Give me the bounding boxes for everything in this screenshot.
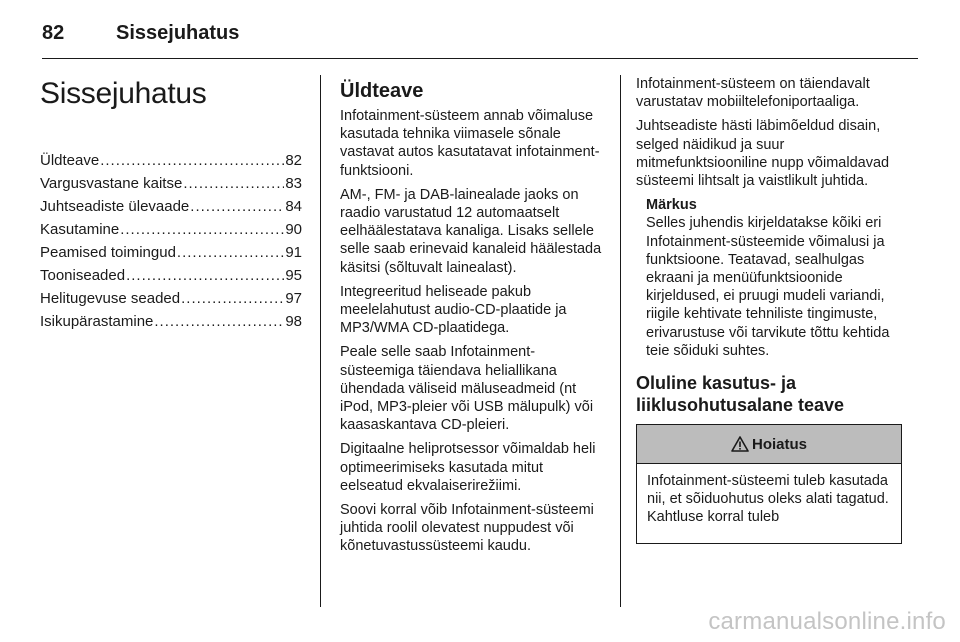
toc-entry-label: Peamised toimingud [40,244,176,261]
column-toc [40,75,302,333]
paragraph: Infotainment-süsteem on täiendavalt varustatav mobiiltelefoniportaaliga. [636,76,870,111]
toc-entry-page: 95 [285,267,302,284]
toc-entry[interactable] [40,195,302,218]
note-text: Selles juhendis kirjeldatakse kõiki eri Infotainment-süsteemide võimalusi ja funktsioone. Teatavad, sealhulgas ekraani ja menüüfunktsioonide kirjeldused, ei pruugi mudeli variandi, riigile kehtivate tehniliste tingimuste, erivarustuse või tarvikute tõttu kehtida teie sõiduki suhtes. [646,215,890,359]
watermark: carmanualsonline.info [708,608,946,635]
running-title: Sissejuhatus [116,22,240,44]
toc-entry-label: Üldteave [40,152,100,169]
toc-entry-label: Isikupärastamine [40,313,154,330]
toc-entry-label: Tooniseaded [40,267,126,284]
toc-entry-label: Vargusvastane kaitse [40,175,183,192]
column-divider [620,75,621,607]
toc-entry[interactable] [40,172,302,195]
toc-entry[interactable] [40,241,302,264]
column-general-info [340,75,604,562]
toc-leader [120,218,284,241]
toc-entry[interactable] [40,287,302,310]
page-header [42,14,918,56]
paragraph: Digitaalne heliprotsessor võimaldab heli optimeerimiseks kasutada mitut eelseatud ekvalaiserirežiimi. [340,441,596,494]
toc-leader [181,287,284,310]
toc-entry-page: 97 [285,290,302,307]
header-rule [42,58,918,59]
chapter-title: Sissejuhatus [40,77,207,110]
warning-label: Hoiatus [751,435,807,453]
toc-entry-page: 82 [285,152,302,169]
paragraph: Peale selle saab Infotainment-süsteemiga täiendava heliallikana ühendada väliseid mäluseadmeid (nt iPod, MP3-pleier või USB mälupulk) või kaasaskantava CD-pleieri. [340,344,594,434]
toc-entry[interactable] [40,310,302,333]
note-label: Märkus [646,197,697,214]
toc-entry[interactable] [40,149,302,172]
column-continued [636,75,904,544]
section-title-line: liiklusohutusalane teave [636,395,845,416]
toc-leader [177,241,284,264]
section-title-safety [636,372,904,416]
toc-entry-page: 90 [285,221,302,238]
toc-entry[interactable] [40,218,302,241]
warning-box [636,424,902,544]
paragraph: Infotainment-süsteem annab võimaluse kasutada tehnika viimasele sõnale vastavat autos kasutatavat infotainment-funktsiooni. [340,108,600,179]
toc-entry-label: Helitugevuse seaded [40,290,181,307]
section-title: Üldteave [340,80,424,102]
paragraph: AM-, FM- ja DAB-lainealade jaoks on raadio varustatud 12 automaatselt eelhäälestatava kanaliga. Lisaks sellele selle saab erinevaid kanaleid häälestada käsitsi (sõltuvalt lainealast). [340,186,602,276]
toc-entry-page: 98 [285,313,302,330]
note-block [636,196,904,360]
toc-entry-label: Kasutamine [40,221,120,238]
section-title-line: Oluline kasutus- ja [636,373,797,394]
toc-entry-label: Juhtseadiste ülevaade [40,198,190,215]
toc-leader [100,149,284,172]
column-divider [320,75,321,607]
table-of-contents [40,149,302,333]
toc-leader [154,310,284,333]
warning-text: Infotainment-süsteemi tuleb kasutada nii, et sõiduohutus oleks alati tagatud. Kahtluse korral tuleb [647,473,889,526]
paragraph: Soovi korral võib Infotainment-süsteemi juhtida roolil olevatest nuppudest või kõnetuvastussüsteemi kaudu. [340,502,594,555]
paragraph: Integreeritud heliseade pakub meelelahutust audio-CD-plaatide ja MP3/WMA CD-plaatidega. [340,283,567,337]
warning-header [637,425,901,464]
paragraph: Juhtseadiste hästi läbimõeldud disain, selged näidikud ja suur mitmefunktsiooniline nupp võimaldavad süsteemi lihtsalt ja vaistlikult juhtida. [636,118,890,190]
toc-leader [190,195,284,218]
toc-entry-page: 91 [285,244,302,261]
toc-leader [126,264,284,287]
toc-entry[interactable] [40,264,302,287]
toc-leader [183,172,284,195]
toc-entry-page: 84 [285,198,302,215]
toc-entry-page: 83 [285,175,302,192]
page-number: 82 [42,22,65,44]
warning-triangle-icon [731,436,749,452]
